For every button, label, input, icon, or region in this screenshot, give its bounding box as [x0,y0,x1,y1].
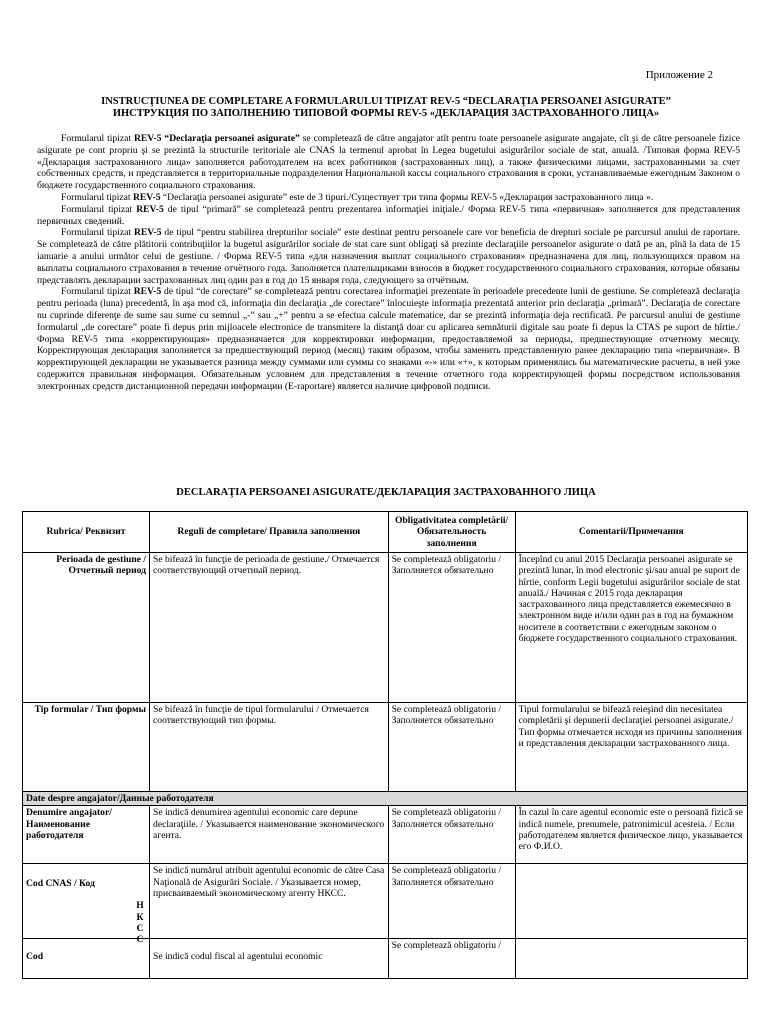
paragraph-bold: REV-5 [132,191,161,203]
section-row [23,792,748,806]
column-header-reguli: Reguli de completare/ Правила заполнения [150,512,389,553]
paragraph [37,227,740,286]
paragraph-bold: REV-5 “Declaraţia persoanei asigurate” [133,133,300,144]
paragraph-text: de tipul “pentru stabilirea drepturilor sociale” este destinat pentru persoanele care vor beneficia de drepturi sociale pe parcursul anului de raportare. Se completează de către plătitorii contribuţiilor la bugetul asigurărilor sociale de stat care sunt obligaţi să prezinte declaraţiile persoanelor asigurate o dată pe an, pînă la data de 15 ianuarie a anului următor celui de gestiune. / Форма REV-5 типа «для назначения выплат социального страхования» предназначена для лиц, пользующихся правом на выплаты социального страхования в течение отчётного года. Заполняется плательщиками взносов в бюджет государственного социального страхования, которые обязаны представлять декларации застрахованных лиц один раз в год до 15 января года, следующего за отчётным. [37,227,740,286]
cnas-cell [26,878,146,946]
row-obligativitate: Se completează obligatoriu / Заполняется обязательно [388,703,515,792]
paragraph-text: se completează de către angajator atît pentru toate persoanele asigurate angajate, cît şi de către persoanele fizice asigurate pe cont propriu şi se prezintă la structurile teritoriale ale CNAS la termenul aprobat în Legea bugetului asigurărilor sociale de stat, anuală. /Типовая форма REV-5 «Декларация застрахованного лица» заполняется работодателем на всех работников (застрахованных лиц), а также физическими лицами, застрахованными за счет собственных средств, и представляется в территориальные подразделения Национальной кассы социального страхования в сроки, устанавливаемые ежегодным Законом о бюджете государственного социального страхования. [37,133,740,192]
section-title: DECLARAŢIA PERSOANEI ASIGURATE/ДЕКЛАРАЦИЯ ЗАСТРАХОВАННОГО ЛИЦА [176,487,596,498]
instructions-body [37,133,740,393]
row-comentarii: Începînd cu anul 2015 Declaraţia persoanei asigurate se prezintă lunar, în mod electronic şi/sau anual pe suport de hîrtie, conform Legii bugetului asigurărilor sociale de stat anuală./ Начиная с 2015 года декларация застрахованного лица представляется ежемесячно в электронном виде и/или один раз в год на бумажном носителе в соответствии с ежегодным законом о бюджете государственного социального страхования. [515,553,747,703]
row-comentarii [515,864,747,939]
row-rubrica-text: Cod CNAS / Код [26,878,95,890]
row-rubrica: Perioada de gestiune / Отчетный период [23,553,150,703]
row-comentarii: În cazul în care agentul economic este o persoană fizică se indică numele, prenumele, patronimicul acesteia. / Если работодателем является физическое лицо, указывается его Ф.И.О. [515,806,747,864]
paragraph-lead: Formularul tipizat [61,227,134,239]
table-row [23,553,748,703]
paragraph-bold: REV-5 [136,203,164,215]
paragraph-lead: Formularul tipizat [61,133,134,144]
document-title [36,96,736,120]
annex-label: Приложение 2 [645,69,713,81]
paragraph-text: de tipul “de corectare” se completează pentru corectarea informaţiei prezentate în perioadele precedente lunii de gestiune. Se completează declaraţia pentru perioada (luna) precedentă, în aşa mod că, informaţia din declaraţia „de corectare” înlocuieşte informaţia prezentată anterior prin declaraţia „primară”. Declaraţia de corectare nu cuprinde diferenţe de sume sau sume cu semnul „-” sau „+” pentru a se efectua calcule matematice, dar se prezintă informaţia deja rectificată. Pe parcursul anului de gestiune formularul „de corectare” poate fi depus prin mijloacele electronice de transmitere la distanţă doar cu aplicarea semnăturii digitale sau poate fi depus la CTAS pe suport de hîrtie./ Форма REV-5 типа «корректирующая» предназначается для корректировки информации, предоставляемой за периоды, предшествующие отчетному месяцу. Корректирующая декларация заполняется за предшествующий период (месяц) таким образом, чтобы заменить представленную ранее декларацию типа «первичная». В корректирующей декларации не указывается разница между суммами или суммы со знаками «-» или «+», к которым применялись бы математические расчеты, в ней уже содержится правильная информация. Обязательным условием для представления в течение отчетного года корректирующей формы посредством использования электронных средств дистанционной передачи информации (E-raportare) является наличие цифровой подписи. [37,286,740,392]
row-rubrica [23,864,150,946]
row-rubrica: Cod [23,939,150,979]
row-obligativitate: Se completează obligatoriu / Заполняется обязательно [388,553,515,703]
paragraph-lead: Formularul tipizat [61,286,134,298]
paragraph-lead: Formularul tipizat [61,191,133,203]
vertical-letter: С [136,934,144,946]
table-row [23,864,748,939]
row-rubrica: Tip formular / Тип формы [23,703,150,792]
row-obligativitate: Se completează obligatoriu / Заполняется обязательно [388,806,515,864]
vertical-letter: С [136,922,144,934]
title-romanian: INSTRUCŢIUNEA DE COMPLETARE A FORMULARULUI TIPIZAT REV-5 “DECLARAŢIA PERSOANEI ASIGURATE” [101,96,671,107]
row-reguli: Se indică numărul atribuit agentului economic de către Casa Naţională de Asigurări Sociale. / Указывается номер, присваиваемый экономическому агенту НКСС. [150,864,389,939]
row-reguli: Se indică denumirea agentului economic care depune declaraţiile. / Указывается наименование экономического агента. [150,806,389,864]
paragraph [37,192,740,204]
column-header-obligativitate: Obligativitatea completării/Обязательность заполнения [388,512,515,553]
title-russian: ИНСТРУКЦИЯ ПО ЗАПОЛНЕНИЮ ТИПОВОЙ ФОРМЫ REV-5 «ДЕКЛАРАЦИЯ ЗАСТРАХОВАННОГО ЛИЦА» [112,108,660,119]
vertical-letter: К [136,911,144,923]
row-comentarii: Tipul formularului se bifează reieşind din necesitatea completării şi depunerii declaraţiei persoanei asigurate./ Тип формы отмечается исходя из причины заполнения и представления декларации застрахованного лица. [515,703,747,792]
row-reguli: Se indică codul fiscal al agentului economic [150,939,389,979]
paragraph-lead: Formularul tipizat [61,203,137,215]
paragraph-bold: REV-5 [133,227,162,239]
paragraph [37,204,740,228]
row-rubrica-vertical [136,900,144,945]
row-rubrica: Denumire angajator/ Наименование работодателя [23,806,150,864]
section-row-label: Date despre angajator/Данные работодателя [23,792,748,806]
paragraph-text: de tipul “primară” se completează pentru prezentarea informaţiei iniţiale./ Форма REV-5 типа «первичная» заполняется для представления первичных сведений. [37,203,740,227]
table-row [23,939,748,979]
table-row [23,806,748,864]
row-reguli: Se bifează în funcţie de tipul formularului / Отмечается соответствующий тип формы. [150,703,389,792]
row-reguli: Se bifează în funcţie de perioada de gestiune./ Отмечается соответствующий отчетный период. [150,553,389,703]
table-header-row [23,512,748,553]
paragraph [37,133,740,192]
column-header-comentarii: Comentarii/Примечания [515,512,747,553]
vertical-letter: Н [136,900,144,912]
table-row [23,703,748,792]
row-comentarii [515,939,747,979]
paragraph [37,286,740,392]
row-obligativitate: Se completează obligatoriu / [388,939,515,979]
paragraph-text: “Declaraţia persoanei asigurate” este de 3 tipuri./Существует три типа формы REV-5 «Декларация застрахованного лица ». [160,191,654,203]
paragraph-bold: REV-5 [133,286,162,298]
rev5-table [22,511,748,979]
row-obligativitate: Se completează obligatoriu / Заполняется обязательно [388,864,515,939]
column-header-rubrica: Rubrica/ Реквизит [23,512,150,553]
